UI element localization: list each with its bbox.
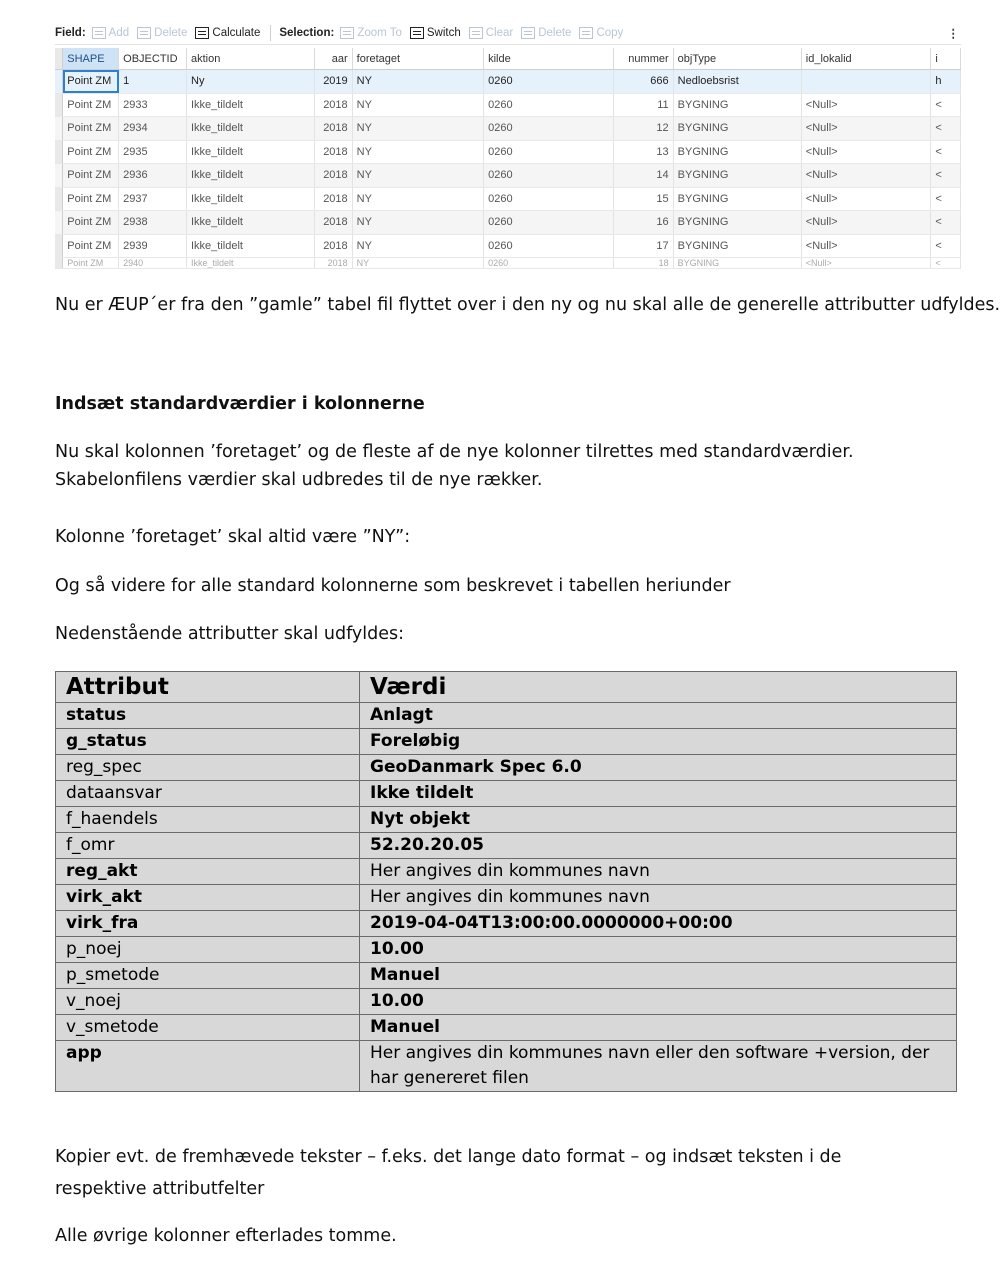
table-cell[interactable]: 2018 xyxy=(314,258,352,269)
table-cell[interactable]: <Null> xyxy=(801,117,931,141)
table-cell[interactable]: 0260 xyxy=(484,211,614,235)
attr-value: 10.00 xyxy=(360,989,957,1015)
table-cell[interactable]: NY xyxy=(352,117,483,141)
paragraph: Kopier evt. de fremhævede tekster – f.eks. det lange dato format – og indsæt teksten i de xyxy=(55,1147,842,1167)
attr-name: g_status xyxy=(56,729,360,755)
table-row[interactable] xyxy=(55,117,961,141)
table-cell[interactable]: BYGNING xyxy=(673,117,801,141)
table-cell[interactable]: <Null> xyxy=(801,93,931,117)
table-cell[interactable]: Nedloebsrist xyxy=(673,70,801,94)
table-cell[interactable]: NY xyxy=(352,164,483,188)
attr-value: Her angives din kommunes navn xyxy=(360,885,957,911)
attr-name: p_smetode xyxy=(56,963,360,989)
attr-row xyxy=(56,1041,957,1092)
attr-value: Her angives din kommunes navn eller den software +version, der har genereret filen xyxy=(360,1041,957,1092)
paragraph: Kolonne ’foretaget’ skal altid være ”NY”: xyxy=(55,527,411,547)
table-row[interactable] xyxy=(55,234,961,258)
column-header[interactable]: SHAPE xyxy=(63,48,119,70)
paragraph: Nu skal kolonnen ’foretaget’ og de fleste af de nye kolonner tilrettes med standardværdier. xyxy=(55,442,854,462)
column-header[interactable]: OBJECTID xyxy=(119,48,187,70)
table-cell[interactable]: Ikke_tildelt xyxy=(187,117,315,141)
table-cell[interactable]: <Null> xyxy=(801,234,931,258)
table-cell[interactable]: 0260 xyxy=(484,164,614,188)
column-header[interactable]: kilde xyxy=(484,48,614,70)
column-header[interactable]: nummer xyxy=(613,48,673,70)
attr-table-header xyxy=(56,672,957,703)
attr-row xyxy=(56,755,957,781)
table-cell[interactable]: 2018 xyxy=(314,187,352,211)
table-cell[interactable]: 2937 xyxy=(119,187,187,211)
column-header[interactable]: foretaget xyxy=(352,48,483,70)
column-header[interactable]: objType xyxy=(673,48,801,70)
table-cell[interactable]: 1 xyxy=(119,70,187,94)
clear-icon xyxy=(469,27,483,39)
row-selector[interactable] xyxy=(55,234,63,258)
table-cell[interactable]: NY xyxy=(352,234,483,258)
table-cell[interactable]: 2018 xyxy=(314,234,352,258)
table-cell[interactable]: 0260 xyxy=(484,140,614,164)
table-cell[interactable]: 2936 xyxy=(119,164,187,188)
table-cell[interactable]: 14 xyxy=(613,164,673,188)
table-cell[interactable]: Point ZM xyxy=(63,117,119,141)
attr-value: Anlagt xyxy=(360,703,957,729)
calculate-icon xyxy=(195,27,209,39)
table-cell[interactable]: 2940 xyxy=(119,258,187,269)
attr-row xyxy=(56,859,957,885)
grid-corner xyxy=(55,48,63,70)
table-row[interactable] xyxy=(55,140,961,164)
attr-name: v_noej xyxy=(56,989,360,1015)
attr-name: v_smetode xyxy=(56,1015,360,1041)
table-cell[interactable]: 0260 xyxy=(484,117,614,141)
attr-name: reg_spec xyxy=(56,755,360,781)
copy-icon xyxy=(579,27,593,39)
table-cell[interactable]: NY xyxy=(352,140,483,164)
calculate-button[interactable]: Calculate xyxy=(195,27,260,39)
table-cell[interactable]: < xyxy=(931,164,961,188)
add-field-icon xyxy=(92,27,106,39)
paragraph: Og så videre for alle standard kolonnerne som beskrevet i tabellen heriunder xyxy=(55,576,731,596)
table-cell[interactable]: Point ZM xyxy=(63,164,119,188)
row-selector[interactable] xyxy=(55,70,63,94)
table-cell[interactable]: BYGNING xyxy=(673,234,801,258)
table-cell[interactable]: <Null> xyxy=(801,140,931,164)
zoom-to-button[interactable]: Zoom To xyxy=(340,27,402,39)
table-cell[interactable]: 2018 xyxy=(314,211,352,235)
table-cell[interactable]: 2018 xyxy=(314,117,352,141)
paragraph: Alle øvrige kolonner efterlades tomme. xyxy=(55,1226,397,1246)
row-selector[interactable] xyxy=(55,93,63,117)
table-cell[interactable]: <Null> xyxy=(801,187,931,211)
table-cell[interactable]: < xyxy=(931,211,961,235)
table-cell[interactable]: Point ZM xyxy=(63,187,119,211)
paragraph: Nedenstående attributter skal udfyldes: xyxy=(55,624,405,644)
table-cell[interactable]: NY xyxy=(352,187,483,211)
table-cell[interactable]: Point ZM xyxy=(63,234,119,258)
delete-selection-button[interactable]: Delete xyxy=(521,27,571,39)
attr-value: 2019-04-04T13:00:00.0000000+00:00 xyxy=(360,911,957,937)
table-cell[interactable]: < xyxy=(931,93,961,117)
column-header[interactable]: i xyxy=(931,48,961,70)
table-cell[interactable]: BYGNING xyxy=(673,187,801,211)
column-header[interactable]: id_lokalid xyxy=(801,48,931,70)
attr-name: app xyxy=(56,1041,360,1092)
row-selector[interactable] xyxy=(55,164,63,188)
table-cell[interactable]: h xyxy=(931,70,961,94)
table-cell[interactable]: 18 xyxy=(613,258,673,269)
table-cell[interactable]: 11 xyxy=(613,93,673,117)
table-row[interactable] xyxy=(55,258,961,269)
table-cell[interactable]: 2938 xyxy=(119,211,187,235)
table-cell[interactable]: 16 xyxy=(613,211,673,235)
table-cell[interactable]: 0260 xyxy=(484,187,614,211)
zoom-to-icon xyxy=(340,27,354,39)
attr-row xyxy=(56,1015,957,1041)
table-cell[interactable]: BYGNING xyxy=(673,258,801,269)
attr-name: f_omr xyxy=(56,833,360,859)
attr-value: 10.00 xyxy=(360,937,957,963)
attr-value: Ikke tildelt xyxy=(360,781,957,807)
attribute-value-table xyxy=(55,671,957,1092)
attr-name: f_haendels xyxy=(56,807,360,833)
table-cell[interactable]: Ikke_tildelt xyxy=(187,211,315,235)
delete-field-button[interactable]: Delete xyxy=(137,27,187,39)
table-cell[interactable]: 2018 xyxy=(314,140,352,164)
table-row[interactable] xyxy=(55,187,961,211)
attr-name: virk_fra xyxy=(56,911,360,937)
table-cell[interactable]: 2939 xyxy=(119,234,187,258)
table-cell[interactable]: Point ZM xyxy=(63,258,119,269)
attr-row xyxy=(56,807,957,833)
table-cell[interactable]: Point ZM xyxy=(63,140,119,164)
clear-button[interactable]: Clear xyxy=(469,27,513,39)
table-cell[interactable]: NY xyxy=(352,258,483,269)
row-selector[interactable] xyxy=(55,211,63,235)
table-cell[interactable]: 2934 xyxy=(119,117,187,141)
table-cell[interactable]: Point ZM xyxy=(63,70,119,94)
attr-row xyxy=(56,885,957,911)
table-cell[interactable]: 2018 xyxy=(314,93,352,117)
table-cell[interactable]: < xyxy=(931,140,961,164)
table-cell[interactable]: <Null> xyxy=(801,258,931,269)
switch-icon xyxy=(410,27,424,39)
delete-selection-icon xyxy=(521,27,535,39)
table-cell[interactable]: BYGNING xyxy=(673,164,801,188)
table-cell[interactable]: <Null> xyxy=(801,211,931,235)
table-cell[interactable]: BYGNING xyxy=(673,211,801,235)
delete-field-icon xyxy=(137,27,151,39)
attr-value: Manuel xyxy=(360,1015,957,1041)
attr-name: p_noej xyxy=(56,937,360,963)
table-cell[interactable]: 0260 xyxy=(484,258,614,269)
add-field-button[interactable]: Add xyxy=(92,27,129,39)
column-header[interactable]: aktion xyxy=(187,48,315,70)
attr-name: status xyxy=(56,703,360,729)
attr-row xyxy=(56,781,957,807)
table-cell[interactable]: 2935 xyxy=(119,140,187,164)
attr-row xyxy=(56,729,957,755)
table-cell[interactable]: Ikke_tildelt xyxy=(187,234,315,258)
table-cell[interactable] xyxy=(801,70,931,94)
attr-row xyxy=(56,703,957,729)
selection-group-label: Selection: xyxy=(279,27,335,39)
table-cell[interactable]: Ikke_tildelt xyxy=(187,258,315,269)
value-header: Værdi xyxy=(360,672,957,703)
more-vertical-icon[interactable]: ⋮ xyxy=(947,28,959,40)
table-cell[interactable]: 12 xyxy=(613,117,673,141)
table-cell[interactable]: Point ZM xyxy=(63,93,119,117)
table-cell[interactable]: Ikke_tildelt xyxy=(187,187,315,211)
attr-value: Foreløbig xyxy=(360,729,957,755)
toolbar-divider xyxy=(270,25,271,41)
table-cell[interactable]: BYGNING xyxy=(673,93,801,117)
table-cell[interactable]: NY xyxy=(352,93,483,117)
table-cell[interactable]: 0260 xyxy=(484,93,614,117)
attr-row xyxy=(56,963,957,989)
table-cell[interactable]: 0260 xyxy=(484,70,614,94)
attr-value: 52.20.20.05 xyxy=(360,833,957,859)
table-cell[interactable]: Point ZM xyxy=(63,211,119,235)
table-row[interactable] xyxy=(55,211,961,235)
table-cell[interactable]: BYGNING xyxy=(673,140,801,164)
table-cell[interactable]: <Null> xyxy=(801,164,931,188)
attr-row xyxy=(56,937,957,963)
paragraph: respektive attributfelter xyxy=(55,1179,265,1199)
table-cell[interactable]: < xyxy=(931,234,961,258)
attr-name: reg_akt xyxy=(56,859,360,885)
row-selector[interactable] xyxy=(55,258,63,269)
attr-name: dataansvar xyxy=(56,781,360,807)
table-cell[interactable]: 15 xyxy=(613,187,673,211)
table-cell[interactable]: NY xyxy=(352,70,483,94)
row-selector[interactable] xyxy=(55,187,63,211)
attr-row xyxy=(56,989,957,1015)
attr-row xyxy=(56,911,957,937)
attribute-table-screenshot xyxy=(55,22,961,270)
table-row[interactable] xyxy=(55,164,961,188)
table-row[interactable] xyxy=(55,70,961,94)
table-cell[interactable]: < xyxy=(931,258,961,269)
attr-value: Nyt objekt xyxy=(360,807,957,833)
table-cell[interactable]: Ikke_tildelt xyxy=(187,93,315,117)
column-header[interactable]: aar xyxy=(314,48,352,70)
attr-header: Attribut xyxy=(56,672,360,703)
field-group-label: Field: xyxy=(55,27,86,39)
table-cell[interactable]: NY xyxy=(352,211,483,235)
table-cell[interactable]: Ikke_tildelt xyxy=(187,164,315,188)
table-cell[interactable]: Ikke_tildelt xyxy=(187,140,315,164)
table-cell[interactable]: < xyxy=(931,117,961,141)
table-cell[interactable]: < xyxy=(931,187,961,211)
section-heading: Indsæt standardværdier i kolonnerne xyxy=(55,394,425,414)
attr-value: Manuel xyxy=(360,963,957,989)
paragraph: Nu er ÆUP´er fra den ”gamle” tabel fil flyttet over i den ny og nu skal alle de generelle attributter udfyldes. xyxy=(55,295,1001,315)
grid-header-row xyxy=(55,48,961,70)
table-cell[interactable]: 2019 xyxy=(314,70,352,94)
table-cell[interactable]: 0260 xyxy=(484,234,614,258)
row-selector[interactable] xyxy=(55,117,63,141)
attr-value: GeoDanmark Spec 6.0 xyxy=(360,755,957,781)
table-cell[interactable]: 2018 xyxy=(314,164,352,188)
copy-button[interactable]: Copy xyxy=(579,27,623,39)
table-cell[interactable]: 13 xyxy=(613,140,673,164)
attribute-table-toolbar xyxy=(55,22,961,45)
attr-value: Her angives din kommunes navn xyxy=(360,859,957,885)
table-cell[interactable]: 666 xyxy=(613,70,673,94)
attr-row xyxy=(56,833,957,859)
table-cell[interactable]: 2933 xyxy=(119,93,187,117)
table-row[interactable] xyxy=(55,93,961,117)
paragraph: Skabelonfilens værdier skal udbredes til de nye rækker. xyxy=(55,470,543,490)
attr-name: virk_akt xyxy=(56,885,360,911)
attribute-grid xyxy=(55,48,961,269)
row-selector[interactable] xyxy=(55,140,63,164)
table-cell[interactable]: Ny xyxy=(187,70,315,94)
table-cell[interactable]: 17 xyxy=(613,234,673,258)
switch-button[interactable]: Switch xyxy=(410,27,461,39)
